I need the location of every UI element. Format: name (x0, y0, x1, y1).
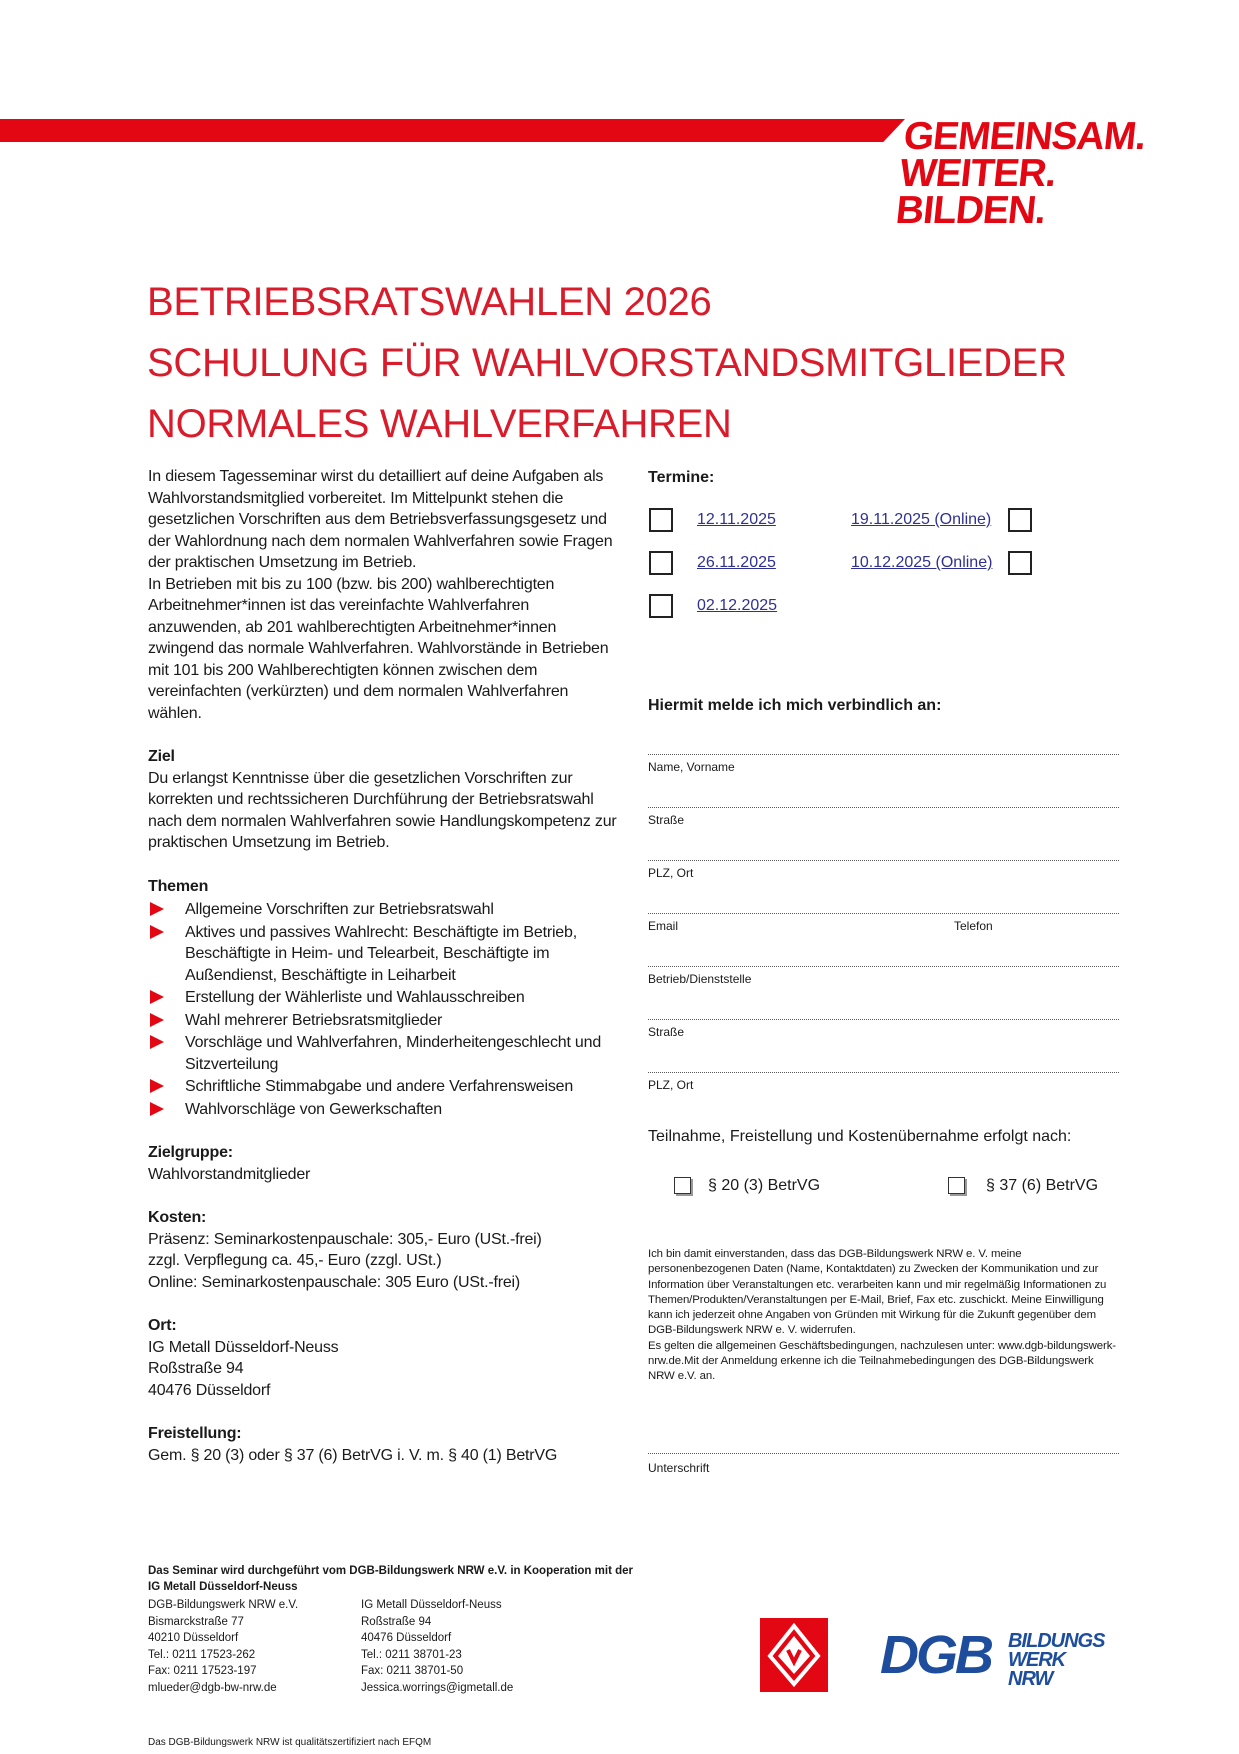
arrow-bullet-icon (150, 902, 164, 916)
list-item: Aktives und passives Wahlrecht: Beschäftigte im Betrieb, Beschäftigte in Heim- und Telearbeit, Beschäftigte im Außendienst, Beschäftigte in Leiharbeit (148, 922, 623, 987)
date-link-5[interactable]: 02.12.2025 (697, 597, 778, 614)
arrow-bullet-icon (150, 1079, 164, 1093)
registration-heading: Hiermit melde ich mich verbindlich an: (648, 697, 942, 714)
checkbox-date-4[interactable] (1008, 551, 1032, 575)
option-37-6-label: § 37 (6) BetrVG (986, 1177, 1099, 1194)
email-field[interactable]: Email Telefon (648, 913, 1119, 933)
ort-section: Ort: IG Metall Düsseldorf-Neuss Roßstraße 94 40476 Düsseldorf (148, 1317, 339, 1399)
arrow-bullet-icon (150, 990, 164, 1004)
intro-text: In diesem Tagesseminar wirst du detailliert auf deine Aufgaben als Wahlvorstandsmitglied vorbereitet. Im Mittelpunkt stehen die gesetzlichen Vorschriften aus dem Betriebsverfassungsgesetz und der Wahlordnung nach dem normalen Wahlverfahren sowie Fragen der praktischen Umsetzung im Betrieb. (148, 468, 613, 571)
checkbox-date-1[interactable] (649, 508, 673, 532)
zip-city-field[interactable]: PLZ, Ort (648, 860, 1119, 880)
themen-section: Themen Allgemeine Vorschriften zur Betriebsratswahl Aktives und passives Wahlrecht: Beschäftigte im Betrieb, Beschäftigte in Heim- und Telearbeit, Beschäftigte im Außendienst, Beschäftigte in Leiharbeit Erstellung der Wählerliste und Wahlausschreiben Wahl mehrerer Betriebsratsmitglieder Vorschläge und Wahlverfahren, Minderheitengeschlecht und Sitzverteilung Schriftliche Stimmabgabe und andere Verfahrensweisen Wahlvorschläge von Gewerkschaften (148, 876, 623, 1121)
header-red-bar (0, 119, 905, 142)
signature-field[interactable]: Unterschrift (648, 1453, 1119, 1475)
themen-list (148, 899, 623, 1120)
zielgruppe-section: Zielgruppe: Wahlvorstandmitglieder (148, 1144, 311, 1183)
checkbox-date-3[interactable] (649, 551, 673, 575)
arrow-bullet-icon (150, 925, 164, 939)
checkbox-20-3[interactable] (674, 1177, 691, 1194)
arrow-bullet-icon (150, 1102, 164, 1116)
kosten-section: Kosten: Präsenz: Seminarkostenpauschale: 305,- Euro (USt.-frei) zzgl. Verpflegung ca. 45,- Euro (zzgl. USt.) Online: Seminarkostenpauschale: 305 Euro (USt.-frei) (148, 1209, 542, 1291)
list-item: Schriftliche Stimmabgabe und andere Verfahrensweisen (148, 1076, 623, 1098)
page-title: BETRIEBSRATSWAHLEN 2026 SCHULUNG FÜR WAHLVORSTANDSMITGLIEDER NORMALES WAHLVERFAHREN (147, 280, 1067, 446)
date-link-3[interactable]: 26.11.2025 (697, 554, 776, 571)
phone-label: Telefon (954, 919, 993, 933)
consent-text: Ich bin damit einverstanden, dass das DGB-Bildungswerk NRW e. V. meine personenbezogenen Daten (Name, Kontaktdaten) zu Zwecken der Kommunikation und zur Information über Veranstaltungen etc. verarbeiten kann und mir regelmäßig Informationen zu Themen/Produkten/Veranstaltungen per E-Mail, Brief, Fax etc. zuschickt. Meine Einwilligung kann ich jederzeit ohne Angaben von Gründen mit Wirkung für die Zukunft gegenüber dem DGB-Bildungswerk NRW e. V. widerrufen. Es gelten die allgemeinen Geschäftsbedingungen, nachzulesen unter: www.dgb-bildungswerk-nrw.de.Mit der Anmeldung erkenne ich die Teilnahmebedingungen des DGB-Bildungswerk NRW e.V. an. (648, 1248, 1117, 1383)
arrow-bullet-icon (150, 1013, 164, 1027)
company-zip-city-field[interactable]: PLZ, Ort (648, 1072, 1119, 1092)
certification-note: Das DGB-Bildungswerk NRW ist qualitätszertifiziert nach EFQM (148, 1737, 432, 1748)
footer-heading: Das Seminar wird durchgeführt vom DGB-Bildungswerk NRW e.V. in Kooperation mit der IG Metall Düsseldorf-Neuss (148, 1565, 633, 1593)
dgb-address: DGB-Bildungswerk NRW e.V. Bismarckstraße 77 40210 Düsseldorf Tel.: 0211 17523-262 Fax: 0211 17523-197 mlueder@dgb-bw-nrw.de (148, 1599, 299, 1694)
slogan: GEMEINSAM. WEITER. BILDEN. (893, 115, 1148, 232)
company-field[interactable]: Betrieb/Dienststelle (648, 966, 1119, 986)
list-item: Erstellung der Wählerliste und Wahlausschreiben (148, 987, 623, 1009)
date-link-1[interactable]: 12.11.2025 (697, 511, 776, 528)
list-item: Wahlvorschläge von Gewerkschaften (148, 1099, 623, 1121)
arrow-bullet-icon (150, 1035, 164, 1049)
intro-text-2: In Betrieben mit bis zu 100 (bzw. bis 200) wahlberechtigten Arbeitnehmer*innen ist das vereinfachte Wahlverfahren anzuwenden, ab 201 wahlberechtigten Arbeitnehmer*innen zwingend das normale Wahlverfahren. Wahlvorstände in Betrieben mit 101 bis 200 Wahlberechtigten können zwischen dem vereinfachten (verkürzten) und dem normalen Wahlverfahren wählen. (148, 575, 609, 722)
left-column (148, 466, 623, 1466)
list-item: Vorschläge und Wahlverfahren, Minderheitengeschlecht und Sitzverteilung (148, 1032, 623, 1075)
street-field[interactable]: Straße (648, 807, 1119, 827)
dgb-bildungswerk-logo: DGB BILDUNGS WERK NRW (880, 1625, 1105, 1690)
igm-address: IG Metall Düsseldorf-Neuss Roßstraße 94 40476 Düsseldorf Tel.: 0211 38701-23 Fax: 0211 38701-50 Jessica.worrings@igmetall.de (361, 1599, 514, 1694)
checkbox-date-5[interactable] (649, 594, 673, 618)
checkbox-date-2[interactable] (1008, 508, 1032, 532)
list-item: Wahl mehrerer Betriebsratsmitglieder (148, 1010, 623, 1032)
ziel-section: Ziel Du erlangst Kenntnisse über die gesetzlichen Vorschriften zur korrekten und rechtssicheren Durchführung der Betriebsratswahl nach dem normalen Wahlverfahren sowie Handlungskompetenz zur praktischen Umsetzung im Betrieb. (148, 748, 617, 851)
freistellung-section: Freistellung: Gem. § 20 (3) oder § 37 (6) BetrVG i. V. m. § 40 (1) BetrVG (148, 1425, 558, 1464)
checkbox-37-6[interactable] (948, 1177, 965, 1194)
termine-label: Termine: (648, 469, 715, 486)
teilnahme-text: Teilnahme, Freistellung und Kostenübernahme erfolgt nach: (648, 1128, 1072, 1145)
date-link-2[interactable]: 19.11.2025 (Online) (851, 511, 992, 528)
option-20-3-label: § 20 (3) BetrVG (708, 1177, 821, 1194)
name-field[interactable]: Name, Vorname (648, 754, 1119, 774)
ig-metall-logo-icon (760, 1618, 828, 1692)
company-street-field[interactable]: Straße (648, 1019, 1119, 1039)
date-link-4[interactable]: 10.12.2025 (Online) (851, 554, 993, 571)
list-item: Allgemeine Vorschriften zur Betriebsratswahl (148, 899, 623, 921)
